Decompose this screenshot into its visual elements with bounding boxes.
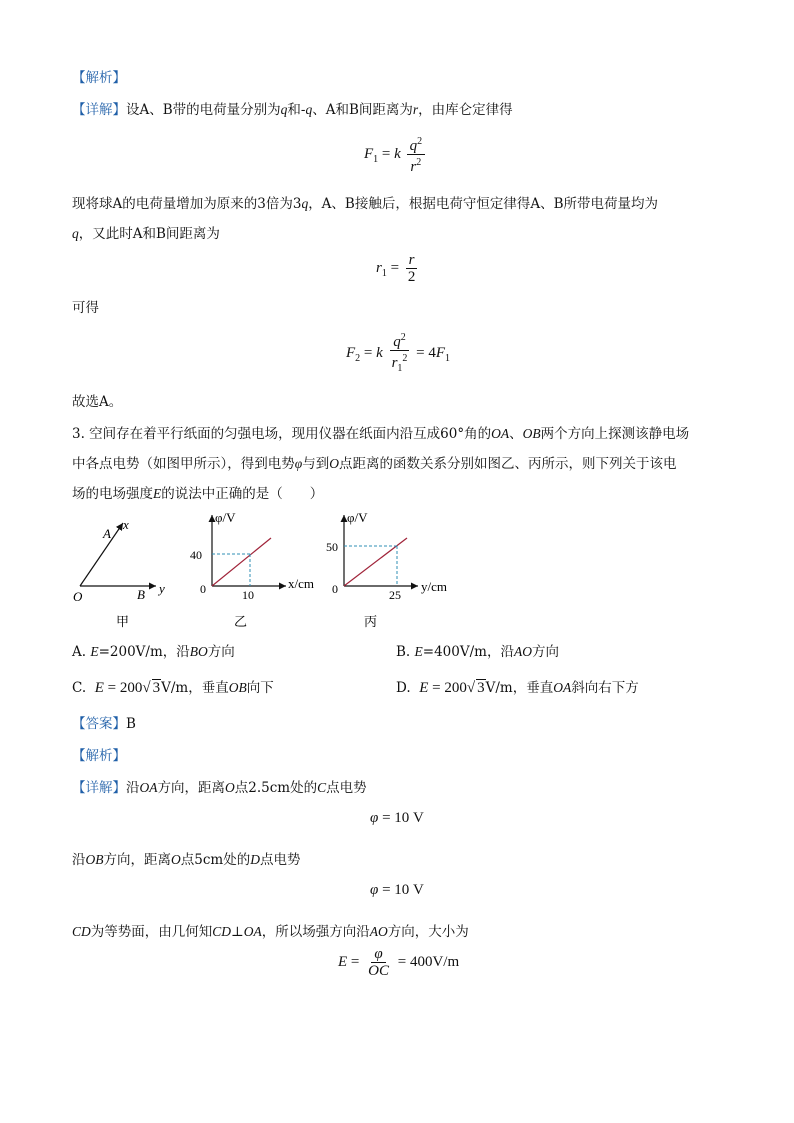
yi-origin: 0 bbox=[200, 582, 206, 596]
bing-ylabel: φ/V bbox=[347, 510, 368, 525]
detail-2-line-1: 【详解】沿OA方向，距离O点2.5cm处的C点电势 bbox=[72, 780, 367, 796]
detail-1-line-2: 现将球A的电荷量增加为原来的3倍为3q，A、B接触后，根据电荷守恒定律得A、B所带电荷量均为 bbox=[72, 196, 659, 212]
yi-xlabel: x/cm bbox=[288, 576, 314, 591]
question-line-3: 场的电场强度E的说法中正确的是（ ） bbox=[72, 486, 324, 502]
detail-label-1: 【详解】 bbox=[72, 102, 126, 118]
formula-f2: $F_2 = k$ $\frac{q^2}{r_1^2}$ = $4F_1$ bbox=[346, 332, 451, 374]
option-d[interactable]: D. E = 200√ 3V/m，垂直OA斜向右下方 bbox=[396, 680, 639, 696]
detail-1-line-4: 可得 bbox=[72, 300, 99, 316]
bing-y-tick: 50 bbox=[326, 540, 338, 554]
detail-label-2: 【详解】 bbox=[72, 780, 126, 796]
bing-x-tick: 25 bbox=[389, 588, 401, 602]
question-line-1: 3. 空间存在着平行纸面的匀强电场，现用仪器在纸面内沿互成60°角的OA、OB两个方向上探测该静电场 bbox=[72, 426, 690, 442]
formula-r1: $r_1$ = $\frac{r}{2}$ bbox=[376, 252, 420, 285]
jia-label-O: O bbox=[73, 589, 83, 604]
jia-caption: 甲 bbox=[116, 614, 130, 629]
detail-1-line-3: q，又此时A和B间距离为 bbox=[72, 226, 220, 242]
bing-xlabel: y/cm bbox=[421, 579, 447, 594]
figure-bing bbox=[326, 510, 447, 629]
jia-label-y: y bbox=[159, 581, 165, 596]
figure-yi bbox=[190, 510, 314, 629]
bing-caption: 丙 bbox=[364, 614, 378, 629]
yi-caption: 乙 bbox=[234, 614, 248, 629]
jia-label-x: x bbox=[123, 517, 129, 532]
yi-x-tick: 10 bbox=[242, 588, 254, 602]
jia-label-B: B bbox=[137, 587, 145, 602]
detail-1-line-1: 【详解】设A、B带的电荷量分别为q和-q、A和B间距离为r，由库仑定律得 bbox=[72, 102, 513, 118]
answer-label: 【答案】 bbox=[72, 716, 126, 732]
detail-1-line-5: 故选A。 bbox=[72, 394, 123, 410]
formula-phi-1: φ = 10 V bbox=[370, 810, 424, 826]
option-b[interactable]: B. E=400V/m，沿AO方向 bbox=[396, 644, 559, 660]
analysis-label-2: 【解析】 bbox=[72, 748, 126, 764]
formula-phi-2: φ = 10 V bbox=[370, 882, 424, 898]
detail-2-line-2: 沿OB方向，距离O点5cm处的D点电势 bbox=[72, 852, 301, 868]
option-a[interactable]: A. E=200V/m，沿BO方向 bbox=[72, 644, 235, 660]
yi-ylabel: φ/V bbox=[215, 510, 236, 525]
figures bbox=[60, 505, 480, 635]
yi-y-tick: 40 bbox=[190, 548, 202, 562]
bing-origin: 0 bbox=[332, 582, 338, 596]
yi-line bbox=[212, 538, 271, 586]
detail-2-line-3: CD为等势面，由几何知CD⊥OA，所以场强方向沿AO方向，大小为 bbox=[72, 924, 469, 940]
answer-value: B bbox=[126, 716, 136, 732]
analysis-label-1: 【解析】 bbox=[72, 70, 126, 86]
option-c[interactable]: C. E = 200√ 3V/m，垂直OB向下 bbox=[72, 680, 274, 696]
bing-line bbox=[344, 538, 407, 586]
figure-jia bbox=[73, 517, 165, 629]
question-line-2: 中各点电势（如图甲所示），得到电势φ与到O点距离的函数关系分别如图乙、丙所示，则下列关于该电 bbox=[72, 456, 677, 472]
jia-label-A: A bbox=[103, 526, 111, 541]
answer-line bbox=[72, 712, 136, 732]
formula-e: E = $\frac{\varphi}{OC}$ = 400V/m bbox=[338, 946, 460, 979]
formula-f1: $F_1 = k$ $\frac{q^2}{r^2}$ bbox=[364, 134, 427, 175]
